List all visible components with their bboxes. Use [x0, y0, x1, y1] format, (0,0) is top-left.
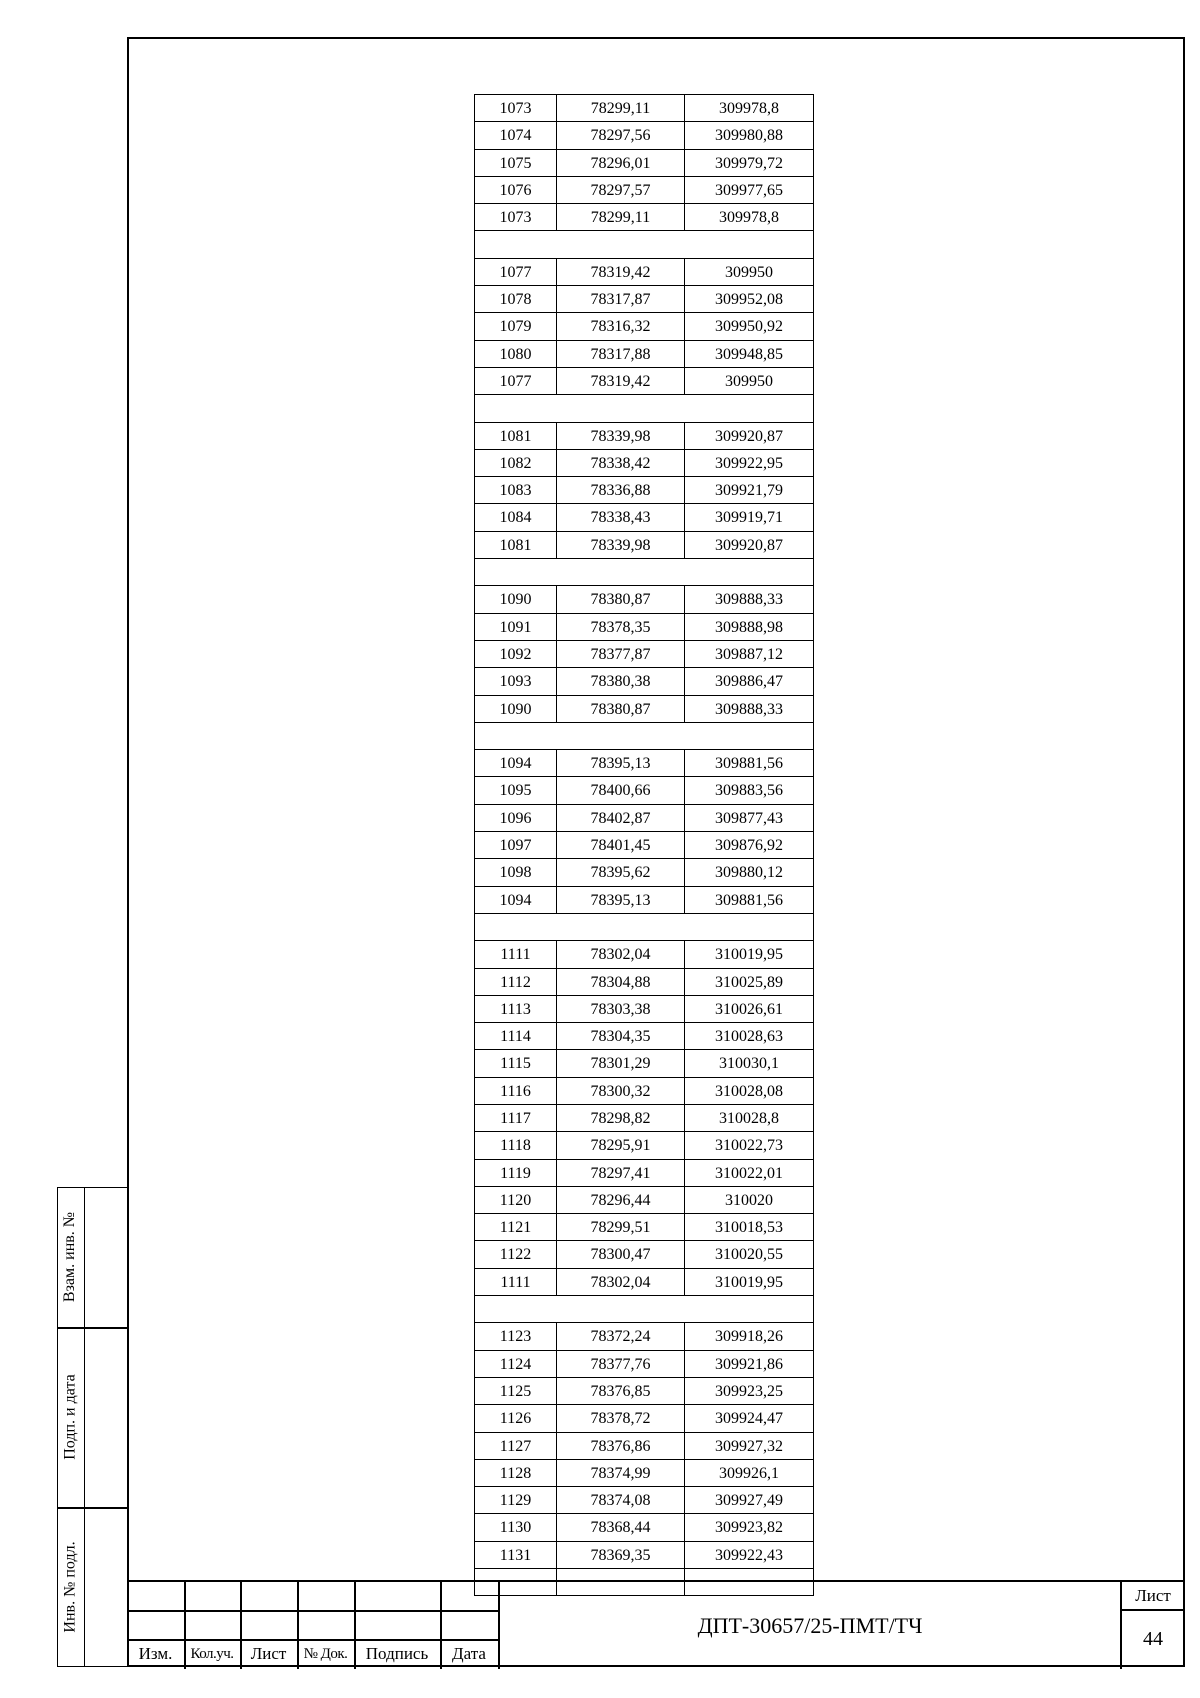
table-row	[474, 150, 814, 177]
x-coordinate-cell: 78402,87	[556, 805, 684, 831]
y-coordinate-cell: 309948,85	[684, 341, 814, 367]
x-coordinate-cell: 78339,98	[556, 423, 684, 449]
y-coordinate-cell: 309888,33	[684, 586, 814, 612]
x-coordinate-cell: 78376,86	[556, 1433, 684, 1459]
x-coordinate-cell: 78297,41	[556, 1160, 684, 1186]
point-number-cell: 1093	[474, 668, 556, 694]
point-number-cell: 1112	[474, 969, 556, 995]
x-coordinate-cell: 78297,57	[556, 177, 684, 203]
group-separator-row	[474, 723, 814, 750]
y-coordinate-cell: 309923,82	[684, 1514, 814, 1540]
table-row	[474, 368, 814, 395]
point-number-cell: 1121	[474, 1214, 556, 1240]
x-coordinate-cell: 78369,35	[556, 1542, 684, 1568]
point-number-cell: 1092	[474, 641, 556, 667]
table-row	[474, 95, 814, 122]
sheet-label: Лист	[1135, 1586, 1171, 1605]
x-coordinate-cell: 78368,44	[556, 1514, 684, 1540]
table-row	[474, 614, 814, 641]
point-number-cell: 1078	[474, 286, 556, 312]
table-row	[474, 341, 814, 368]
coordinates-table	[474, 95, 814, 1596]
point-number-cell: 1124	[474, 1351, 556, 1377]
x-coordinate-cell: 78372,24	[556, 1323, 684, 1349]
y-coordinate-cell: 309918,26	[684, 1323, 814, 1349]
point-number-cell: 1126	[474, 1405, 556, 1431]
y-coordinate-cell: 310028,08	[684, 1078, 814, 1104]
point-number-cell: 1130	[474, 1514, 556, 1540]
x-coordinate-cell: 78316,32	[556, 313, 684, 339]
y-coordinate-cell: 310019,95	[684, 941, 814, 967]
point-number-cell: 1082	[474, 450, 556, 476]
point-number-cell: 1125	[474, 1378, 556, 1404]
x-coordinate-cell: 78374,99	[556, 1460, 684, 1486]
table-row	[474, 668, 814, 695]
y-coordinate-cell: 309926,1	[684, 1460, 814, 1486]
y-coordinate-cell: 309950,92	[684, 313, 814, 339]
table-row	[474, 1487, 814, 1514]
y-coordinate-cell: 309888,33	[684, 696, 814, 722]
point-number-cell: 1096	[474, 805, 556, 831]
x-coordinate-cell: 78304,35	[556, 1023, 684, 1049]
point-number-cell: 1122	[474, 1241, 556, 1267]
group-separator-row	[474, 914, 814, 941]
table-row	[474, 750, 814, 777]
x-coordinate-cell: 78302,04	[556, 941, 684, 967]
table-row	[474, 177, 814, 204]
x-coordinate-cell: 78319,42	[556, 368, 684, 394]
point-number-cell: 1118	[474, 1132, 556, 1158]
table-row	[474, 423, 814, 450]
point-number-cell: 1128	[474, 1460, 556, 1486]
table-row	[474, 204, 814, 231]
x-coordinate-cell: 78302,04	[556, 1269, 684, 1295]
point-number-cell: 1127	[474, 1433, 556, 1459]
table-row	[474, 832, 814, 859]
table-row	[474, 1023, 814, 1050]
y-coordinate-cell: 309978,8	[684, 95, 814, 121]
x-coordinate-cell: 78395,13	[556, 750, 684, 776]
x-coordinate-cell: 78377,76	[556, 1351, 684, 1377]
side-stamp	[57, 1187, 127, 1667]
x-coordinate-cell: 78299,51	[556, 1214, 684, 1240]
x-coordinate-cell: 78317,88	[556, 341, 684, 367]
x-coordinate-cell: 78304,88	[556, 969, 684, 995]
x-coordinate-cell: 78374,08	[556, 1487, 684, 1513]
y-coordinate-cell: 310025,89	[684, 969, 814, 995]
table-row	[474, 1269, 814, 1296]
point-number-cell: 1073	[474, 95, 556, 121]
point-number-cell: 1076	[474, 177, 556, 203]
table-row	[474, 996, 814, 1023]
point-number-cell: 1117	[474, 1105, 556, 1131]
point-number-cell: 1131	[474, 1542, 556, 1568]
sheet-number: 44	[1143, 1628, 1163, 1650]
x-coordinate-cell: 78297,56	[556, 122, 684, 148]
table-row	[474, 941, 814, 968]
table-top-border	[474, 94, 814, 95]
x-coordinate-cell: 78401,45	[556, 832, 684, 858]
table-row	[474, 777, 814, 804]
izm-label: Изм.	[138, 1644, 173, 1663]
table-row	[474, 1460, 814, 1487]
x-coordinate-cell: 78301,29	[556, 1050, 684, 1076]
point-number-cell: 1094	[474, 887, 556, 913]
x-coordinate-cell: 78295,91	[556, 1132, 684, 1158]
y-coordinate-cell: 310028,8	[684, 1105, 814, 1131]
point-number-cell: 1090	[474, 696, 556, 722]
title-block	[127, 1580, 1185, 1667]
x-coordinate-cell: 78380,87	[556, 696, 684, 722]
point-number-cell: 1081	[474, 532, 556, 558]
y-coordinate-cell: 309888,98	[684, 614, 814, 640]
y-coordinate-cell: 309922,43	[684, 1542, 814, 1568]
point-number-cell: 1111	[474, 941, 556, 967]
y-coordinate-cell: 310019,95	[684, 1269, 814, 1295]
x-coordinate-cell: 78377,87	[556, 641, 684, 667]
vzam-inv-label: Взам. инв. №	[61, 1211, 79, 1303]
y-coordinate-cell: 310028,63	[684, 1023, 814, 1049]
y-coordinate-cell: 309886,47	[684, 668, 814, 694]
point-number-cell: 1098	[474, 859, 556, 885]
point-number-cell: 1116	[474, 1078, 556, 1104]
y-coordinate-cell: 310026,61	[684, 996, 814, 1022]
point-number-cell: 1077	[474, 259, 556, 285]
x-coordinate-cell: 78303,38	[556, 996, 684, 1022]
x-coordinate-cell: 78395,62	[556, 859, 684, 885]
table-row	[474, 1078, 814, 1105]
y-coordinate-cell: 309978,8	[684, 204, 814, 230]
table-row	[474, 586, 814, 613]
point-number-cell: 1095	[474, 777, 556, 803]
y-coordinate-cell: 309979,72	[684, 150, 814, 176]
inv-podl-label: Инв. № подл.	[61, 1541, 79, 1633]
y-coordinate-cell: 309920,87	[684, 423, 814, 449]
point-number-cell: 1084	[474, 504, 556, 530]
table-row	[474, 1542, 814, 1569]
x-coordinate-cell: 78378,72	[556, 1405, 684, 1431]
table-row	[474, 1105, 814, 1132]
table-row	[474, 641, 814, 668]
y-coordinate-cell: 309923,25	[684, 1378, 814, 1404]
table-row	[474, 1514, 814, 1541]
y-coordinate-cell: 309921,86	[684, 1351, 814, 1377]
point-number-cell: 1115	[474, 1050, 556, 1076]
podp-data-field	[57, 1327, 84, 1507]
no-dok-label: № Док.	[303, 1646, 348, 1662]
x-coordinate-cell: 78376,85	[556, 1378, 684, 1404]
group-separator-row	[474, 559, 814, 586]
y-coordinate-cell: 309921,79	[684, 477, 814, 503]
point-number-cell: 1091	[474, 614, 556, 640]
y-coordinate-cell: 310020	[684, 1187, 814, 1213]
table-row	[474, 477, 814, 504]
y-coordinate-cell: 309950	[684, 259, 814, 285]
x-coordinate-cell: 78400,66	[556, 777, 684, 803]
list-label: Лист	[250, 1644, 287, 1663]
point-number-cell: 1077	[474, 368, 556, 394]
x-coordinate-cell: 78296,01	[556, 150, 684, 176]
vzam-inv-field	[57, 1187, 84, 1327]
x-coordinate-cell: 78319,42	[556, 259, 684, 285]
podpis-label: Подпись	[365, 1644, 429, 1663]
point-number-cell: 1080	[474, 341, 556, 367]
x-coordinate-cell: 78300,32	[556, 1078, 684, 1104]
table-row	[474, 969, 814, 996]
table-row	[474, 805, 814, 832]
x-coordinate-cell: 78339,98	[556, 532, 684, 558]
point-number-cell: 1074	[474, 122, 556, 148]
table-row	[474, 122, 814, 149]
point-number-cell: 1111	[474, 1269, 556, 1295]
y-coordinate-cell: 309922,95	[684, 450, 814, 476]
x-coordinate-cell: 78317,87	[556, 286, 684, 312]
table-row	[474, 1214, 814, 1241]
table-row	[474, 259, 814, 286]
data-label: Дата	[452, 1644, 486, 1663]
point-number-cell: 1097	[474, 832, 556, 858]
x-coordinate-cell: 78300,47	[556, 1241, 684, 1267]
table-row	[474, 450, 814, 477]
y-coordinate-cell: 309883,56	[684, 777, 814, 803]
kol-uch-label: Кол.уч.	[190, 1646, 234, 1662]
group-separator-row	[474, 395, 814, 422]
y-coordinate-cell: 310022,01	[684, 1160, 814, 1186]
table-row	[474, 859, 814, 886]
y-coordinate-cell: 309927,32	[684, 1433, 814, 1459]
point-number-cell: 1073	[474, 204, 556, 230]
x-coordinate-cell: 78299,11	[556, 95, 684, 121]
y-coordinate-cell: 310020,55	[684, 1241, 814, 1267]
x-coordinate-cell: 78338,42	[556, 450, 684, 476]
podp-data-label: Подп. и дата	[61, 1374, 79, 1460]
table-row	[474, 1132, 814, 1159]
y-coordinate-cell: 309920,87	[684, 532, 814, 558]
point-number-cell: 1123	[474, 1323, 556, 1349]
title-block-row-line	[127, 1610, 499, 1612]
table-row	[474, 1323, 814, 1350]
point-number-cell: 1119	[474, 1160, 556, 1186]
table-row	[474, 1241, 814, 1268]
y-coordinate-cell: 309881,56	[684, 750, 814, 776]
table-row	[474, 1405, 814, 1432]
x-coordinate-cell: 78395,13	[556, 887, 684, 913]
x-coordinate-cell: 78336,88	[556, 477, 684, 503]
x-coordinate-cell: 78296,44	[556, 1187, 684, 1213]
y-coordinate-cell: 309881,56	[684, 887, 814, 913]
table-row	[474, 696, 814, 723]
table-row	[474, 1187, 814, 1214]
table-row	[474, 1351, 814, 1378]
point-number-cell: 1075	[474, 150, 556, 176]
point-number-cell: 1094	[474, 750, 556, 776]
table-row	[474, 504, 814, 531]
y-coordinate-cell: 309924,47	[684, 1405, 814, 1431]
group-separator-row	[474, 1296, 814, 1323]
y-coordinate-cell: 309880,12	[684, 859, 814, 885]
y-coordinate-cell: 309952,08	[684, 286, 814, 312]
group-separator-row	[474, 231, 814, 258]
y-coordinate-cell: 309927,49	[684, 1487, 814, 1513]
table-row	[474, 1160, 814, 1187]
x-coordinate-cell: 78380,38	[556, 668, 684, 694]
point-number-cell: 1083	[474, 477, 556, 503]
table-row	[474, 1050, 814, 1077]
document-code: ДПТ-30657/25-ПМТ/ТЧ	[697, 1612, 923, 1638]
x-coordinate-cell: 78338,43	[556, 504, 684, 530]
y-coordinate-cell: 310022,73	[684, 1132, 814, 1158]
y-coordinate-cell: 309877,43	[684, 805, 814, 831]
point-number-cell: 1114	[474, 1023, 556, 1049]
table-row	[474, 532, 814, 559]
table-row	[474, 286, 814, 313]
x-coordinate-cell: 78299,11	[556, 204, 684, 230]
x-coordinate-cell: 78378,35	[556, 614, 684, 640]
point-number-cell: 1120	[474, 1187, 556, 1213]
point-number-cell: 1113	[474, 996, 556, 1022]
y-coordinate-cell: 309919,71	[684, 504, 814, 530]
point-number-cell: 1081	[474, 423, 556, 449]
table-row	[474, 887, 814, 914]
y-coordinate-cell: 309887,12	[684, 641, 814, 667]
y-coordinate-cell: 309977,65	[684, 177, 814, 203]
y-coordinate-cell: 309876,92	[684, 832, 814, 858]
inv-podl-field	[57, 1507, 84, 1667]
x-coordinate-cell: 78380,87	[556, 586, 684, 612]
point-number-cell: 1129	[474, 1487, 556, 1513]
point-number-cell: 1090	[474, 586, 556, 612]
table-row	[474, 313, 814, 340]
x-coordinate-cell: 78298,82	[556, 1105, 684, 1131]
y-coordinate-cell: 309950	[684, 368, 814, 394]
y-coordinate-cell: 309980,88	[684, 122, 814, 148]
point-number-cell: 1079	[474, 313, 556, 339]
y-coordinate-cell: 310030,1	[684, 1050, 814, 1076]
table-row	[474, 1433, 814, 1460]
y-coordinate-cell: 310018,53	[684, 1214, 814, 1240]
side-stamp-value-column	[84, 1187, 127, 1667]
table-row	[474, 1378, 814, 1405]
